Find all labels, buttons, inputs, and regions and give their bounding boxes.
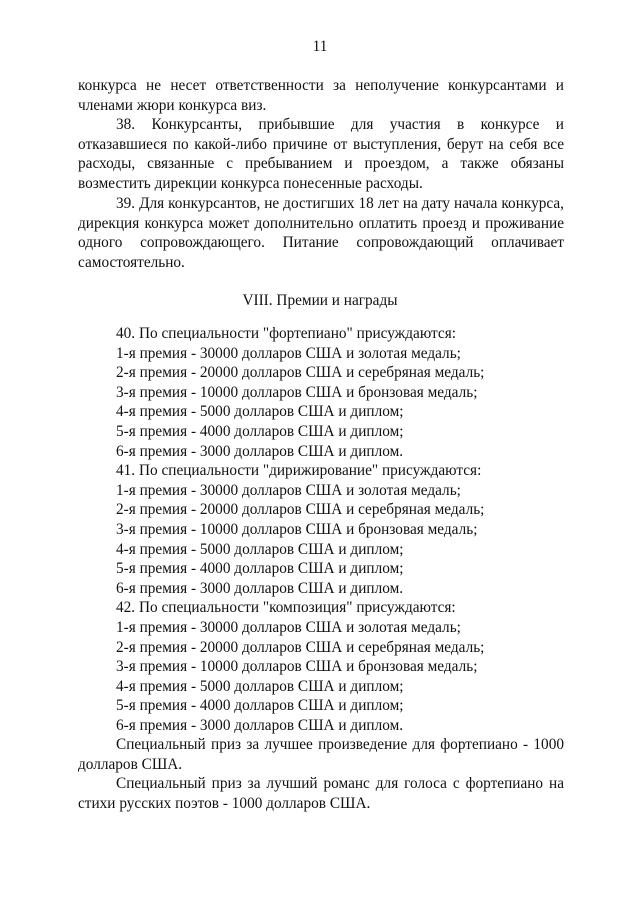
prize-line: 5-я премия - 4000 долларов США и диплом; (116, 422, 404, 440)
prize-line: 6-я премия - 3000 долларов США и диплом. (116, 579, 404, 597)
paragraph-39: 39. Для конкурсантов, не достигших 18 лет на дату начала конкурса, дирекция конкурса может дополнительно оплатить проезд и проживание одного сопровождающего. Питание сопровождающий оплачивает самостоятельно. (78, 195, 564, 271)
prize-line: 3-я премия - 10000 долларов США и бронзовая медаль; (116, 658, 478, 676)
section-heading: VIII. Премии и награды (242, 292, 398, 309)
prize-line: 6-я премия - 3000 долларов США и диплом. (116, 716, 404, 734)
prize-line: 3-я премия - 10000 долларов США и бронзовая медаль; (116, 383, 478, 401)
prize-line: 4-я премия - 5000 долларов США и диплом; (116, 403, 404, 421)
prize-line: 1-я премия - 30000 долларов США и золотая медаль; (116, 618, 461, 636)
prize-line: 1-я премия - 30000 долларов США и золотая медаль; (116, 344, 461, 362)
prize-line: 3-я премия - 10000 долларов США и бронзовая медаль; (116, 520, 478, 538)
prize-line: 41. По специальности "дирижирование" присуждаются: (116, 462, 482, 480)
page-number: 11 (312, 38, 328, 55)
prize-line: 2-я премия - 20000 долларов США и серебряная медаль; (116, 364, 485, 382)
prize-line: 5-я премия - 4000 долларов США и диплом; (116, 697, 404, 715)
prize-list (116, 324, 484, 735)
prize-line: 2-я премия - 20000 долларов США и серебряная медаль; (116, 501, 485, 519)
prize-line: 1-я премия - 30000 долларов США и золотая медаль; (116, 481, 461, 499)
prize-line: 4-я премия - 5000 долларов США и диплом; (116, 677, 404, 695)
prize-line: 5-я премия - 4000 долларов США и диплом; (116, 560, 404, 578)
special-prize-romance: Специальный приз за лучший романс для голоса с фортепиано на стихи русских поэтов - 1000 долларов США. (78, 775, 564, 812)
prize-line: 4-я премия - 5000 долларов США и диплом; (116, 540, 404, 558)
prize-line: 2-я премия - 20000 долларов США и серебряная медаль; (116, 638, 485, 656)
prize-line: 42. По специальности "композиция" присуждаются: (116, 599, 456, 617)
prize-line: 40. По специальности "фортепиано" присуждаются: (116, 325, 456, 342)
prize-line: 6-я премия - 3000 долларов США и диплом. (116, 442, 404, 460)
paragraph-38: 38. Конкурсанты, прибывшие для участия в конкурсе и отказавшиеся по какой-либо причине от выступления, берут на себя все расходы, связанные с пребыванием и проездом, а также обязаны возместить дирекции конкурса понесенные расходы. (78, 116, 564, 192)
special-prize-piano: Специальный приз за лучшее произведение для фортепиано - 1000 долларов США. (78, 736, 564, 773)
paragraph-continuation: конкурса не несет ответственности за неполучение конкурсантами и членами жюри конкурса виз. (78, 77, 564, 114)
